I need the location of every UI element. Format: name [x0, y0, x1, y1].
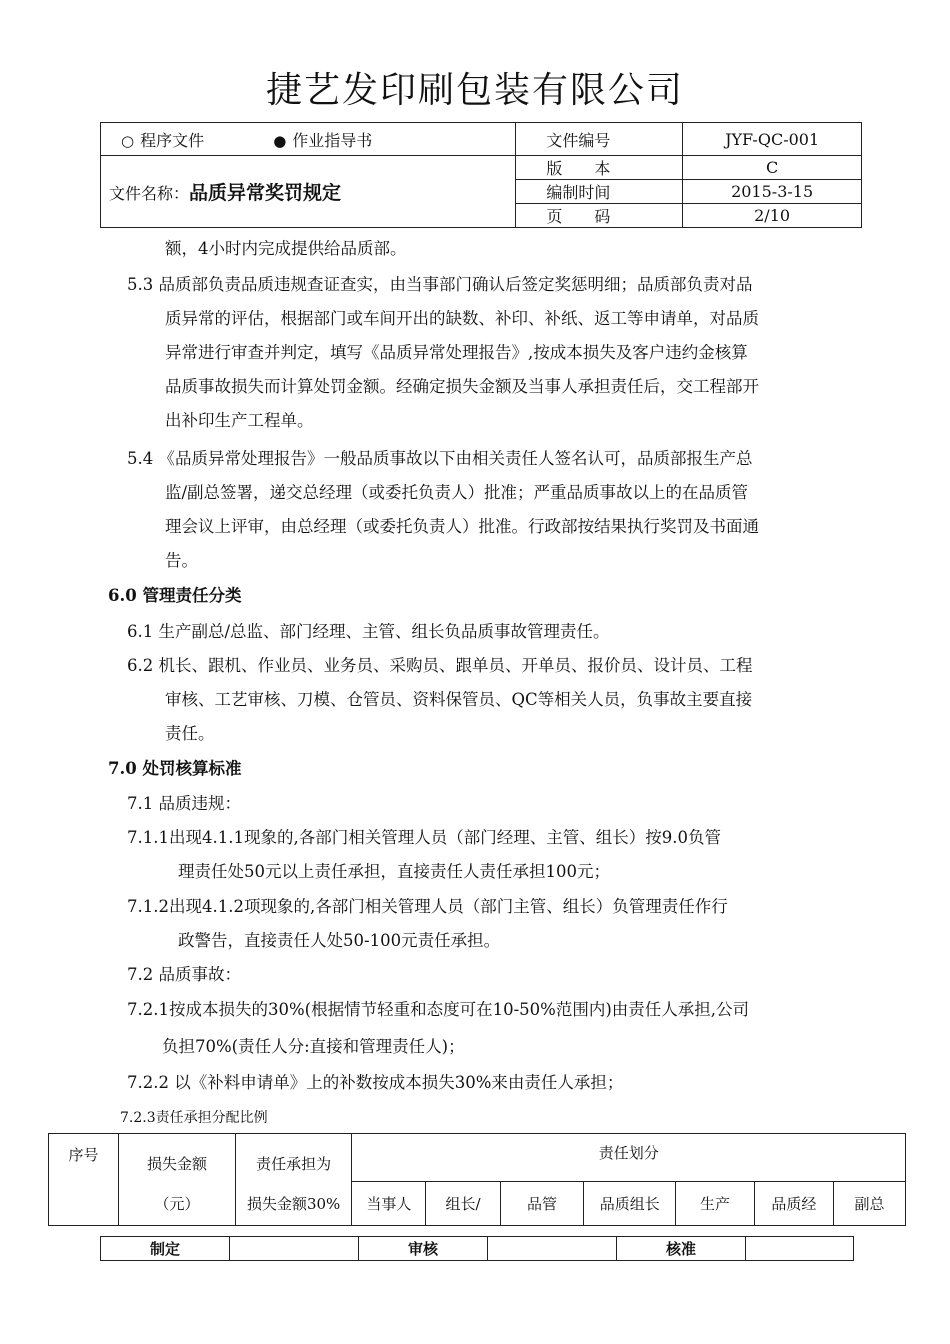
- col-header-amount-line-1: 损失金额: [146, 1155, 207, 1173]
- page-label: 页 码: [516, 204, 683, 228]
- clause-7-1-2-line-2: 政警告，直接责任人处50-100元责任承担。: [178, 931, 501, 950]
- col-header-division: 责任划分: [352, 1134, 906, 1182]
- table-caption: 7.2.3责任承担分配比例: [120, 1110, 268, 1126]
- clause-5-4-line-3: 理会议上评审，由总经理（或委托负责人）批准。行政部按结果执行奖罚及书面通: [165, 517, 759, 536]
- clause-5-3-line-5: 出补印生产工程单。: [165, 411, 314, 430]
- clause-5-3-line-1: 5.3 品质部负责品质违规查证查实，由当事部门确认后签定奖惩明细；品质部负责对品: [127, 275, 753, 294]
- review-value: [488, 1237, 617, 1261]
- clause-5-3-line-3: 异常进行审查并判定，填写《品质异常处理报告》,按成本损失及客户违约金核算: [165, 343, 748, 362]
- approve-label: 核准: [617, 1237, 746, 1261]
- clause-7-1-1-line-2: 理责任处50元以上责任承担，直接责任人责任承担100元；: [178, 862, 610, 881]
- document-header-table: [100, 122, 862, 228]
- version-label: 版 本: [516, 156, 683, 180]
- clause-7-2-1-line-1: 7.2.1按成本损失的30%(根据情节轻重和态度可在10-50%范围内)由责任人承担,公司: [127, 1000, 750, 1019]
- radio-empty-icon: ○: [121, 131, 135, 150]
- made-by-label: 制定: [101, 1237, 230, 1261]
- sub-header-qc-manager: 品质经: [754, 1182, 833, 1226]
- work-instruction-label: 作业指导书: [292, 130, 373, 150]
- company-title: 捷艺发印刷包装有限公司: [265, 70, 684, 111]
- clause-5-4-line-4: 告。: [165, 551, 198, 570]
- sub-header-leader: 组长/: [426, 1182, 500, 1226]
- radio-filled-icon: ●: [273, 131, 287, 150]
- clause-7-1-1-line-1: 7.1.1出现4.1.1现象的,各部门相关管理人员（部门经理、主管、组长）按9.0负管: [127, 828, 721, 847]
- file-name-value: 品质异常奖罚规定: [189, 182, 342, 204]
- col-header-amount-line-2: （元）: [154, 1195, 200, 1213]
- file-name-cell: [101, 156, 516, 228]
- signature-table: [100, 1236, 854, 1261]
- clause-5-4-line-2: 监/副总签署，递交总经理（或委托负责人）批准；严重品质事故以上的在品质管: [165, 483, 749, 502]
- sub-header-vp: 副总: [833, 1182, 905, 1226]
- col-header-share-line-2: 损失金额30%: [246, 1195, 341, 1213]
- clause-7-2-1-line-2: 负担70%(责任人分:直接和管理责任人)；: [162, 1037, 465, 1056]
- clause-7-2: 7.2 品质事故：: [127, 965, 241, 984]
- version-value: C: [683, 156, 862, 180]
- clause-6-2-line-2: 审核、工艺审核、刀模、仓管员、资料保管员、QC等相关人员，负事故主要直接: [165, 690, 753, 709]
- col-header-no: 序号: [49, 1134, 119, 1226]
- clause-6-2-line-3: 责任。: [165, 724, 215, 743]
- sub-header-production: 生产: [676, 1182, 755, 1226]
- paragraph-continuation: 额，4小时内完成提供给品质部。: [165, 239, 407, 258]
- sub-header-qc-leader: 品质组长: [584, 1182, 676, 1226]
- review-label: 审核: [359, 1237, 488, 1261]
- clause-5-3-line-4: 品质事故损失而计算处罚金额。经确定损失金额及当事人承担责任后，交工程部开: [165, 377, 759, 396]
- doc-no-value: JYF-QC-001: [683, 123, 862, 156]
- clause-6-2-line-1: 6.2 机长、跟机、作业员、业务员、采购员、跟单员、开单员、报价员、设计员、工程: [127, 656, 753, 675]
- clause-5-3-line-2: 质异常的评估，根据部门或车间开出的缺数、补印、补纸、返工等申请单，对品质: [165, 309, 759, 328]
- doc-no-label: 文件编号: [516, 123, 683, 156]
- procedure-file-label: 程序文件: [140, 130, 205, 150]
- clause-6-1: 6.1 生产副总/总监、部门经理、主管、组长负品质事故管理责任。: [127, 622, 610, 641]
- clause-5-4-line-1: 5.4 《品质异常处理报告》一般品质事故以下由相关责任人签名认可，品质部报生产总: [127, 449, 753, 468]
- file-name-label: 文件名称：: [109, 184, 190, 203]
- date-label: 编制时间: [516, 180, 683, 204]
- date-value: 2015-3-15: [683, 180, 862, 204]
- responsibility-table: [48, 1133, 906, 1226]
- section-6-heading: 6.0 管理责任分类: [108, 586, 242, 605]
- section-7-heading: 7.0 处罚核算标准: [108, 759, 242, 778]
- clause-7-1-2-line-1: 7.1.2出现4.1.2项现象的,各部门相关管理人员（部门主管、组长）负管理责任作行: [127, 897, 728, 916]
- sub-header-qc: 品管: [500, 1182, 584, 1226]
- clause-7-2-2: 7.2.2 以《补料申请单》上的补数按成本损失30%来由责任人承担；: [127, 1073, 624, 1092]
- clause-7-1: 7.1 品质违规：: [127, 794, 241, 813]
- col-header-share-line-1: 责任承担为: [256, 1155, 332, 1173]
- approve-value: [746, 1237, 854, 1261]
- file-type-cell: [101, 123, 516, 156]
- made-by-value: [230, 1237, 359, 1261]
- col-header-share: [235, 1134, 352, 1226]
- sub-header-party: 当事人: [352, 1182, 426, 1226]
- col-header-amount: [119, 1134, 236, 1226]
- page-value: 2/10: [683, 204, 862, 228]
